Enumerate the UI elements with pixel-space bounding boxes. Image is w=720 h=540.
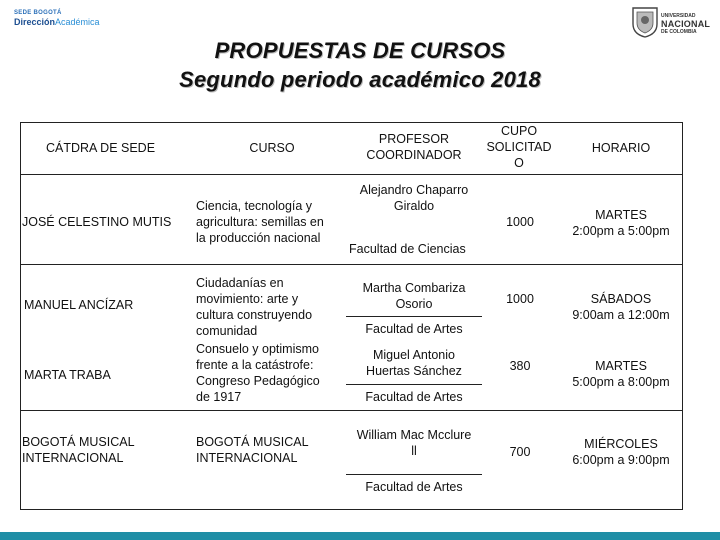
page-title: PROPUESTAS DE CURSOS bbox=[214, 38, 506, 63]
university-seal-icon bbox=[630, 4, 660, 38]
row4-horario: MIÉRCOLES 6:00pm a 9:00pm bbox=[572, 437, 670, 467]
row2-horario: SÁBADOS 9:00am a 12:00m bbox=[572, 292, 670, 322]
row4-curso: BOGOTÁ MUSICAL INTERNACIONAL bbox=[196, 435, 309, 465]
row3-curso: Consuelo y optimismo frente a la catástrofe: Congreso Pedagógico de 1917 bbox=[196, 342, 320, 404]
header-cupo: CUPO SOLICITAD O bbox=[486, 124, 552, 170]
header-horario: HORARIO bbox=[591, 141, 651, 155]
row4-profesor: William Mac Mcclure ll bbox=[356, 428, 472, 458]
row2-signature-line bbox=[346, 316, 482, 317]
header-curso: CURSO bbox=[249, 141, 295, 155]
row3-cupo: 380 bbox=[509, 359, 531, 373]
row4-cupo: 700 bbox=[509, 445, 531, 459]
header-catedra: CÁTDRA DE SEDE bbox=[46, 141, 156, 155]
brand-main-text: DirecciónAcadémica bbox=[14, 17, 100, 27]
row1-cupo: 1000 bbox=[506, 215, 534, 229]
university-name: UNIVERSIDAD NACIONAL DE COLOMBIA bbox=[661, 13, 711, 35]
row2-catedra: MANUEL ANCÍZAR bbox=[24, 298, 134, 312]
row4-catedra: BOGOTÁ MUSICAL INTERNACIONAL bbox=[22, 435, 135, 465]
row1-profesor: Alejandro Chaparro Giraldo bbox=[359, 183, 469, 213]
row2-facultad: Facultad de Artes bbox=[365, 322, 463, 336]
row-divider bbox=[20, 410, 683, 411]
row1-curso: Ciencia, tecnología y agricultura: semillas en la producción nacional bbox=[196, 199, 324, 245]
direccion-academica-logo bbox=[14, 10, 100, 27]
footer-accent-bar bbox=[0, 532, 720, 540]
universidad-nacional-logo bbox=[630, 4, 714, 42]
row3-profesor: Miguel Antonio Huertas Sánchez bbox=[366, 348, 462, 378]
row3-facultad: Facultad de Artes bbox=[365, 390, 463, 404]
row2-curso: Ciudadanías en movimiento: arte y cultura construyendo comunidad bbox=[196, 276, 313, 338]
header-divider bbox=[20, 174, 683, 175]
row4-signature-line bbox=[346, 474, 482, 475]
row3-catedra: MARTA TRABA bbox=[24, 368, 111, 382]
row-divider bbox=[20, 264, 683, 265]
row2-profesor: Martha Combariza Osorio bbox=[362, 281, 466, 311]
row1-facultad: Facultad de Ciencias bbox=[349, 242, 466, 256]
row1-catedra: JOSÉ CELESTINO MUTIS bbox=[22, 215, 172, 229]
brand-small-text: SEDE BOGOTÁ bbox=[14, 10, 62, 16]
row3-horario: MARTES 5:00pm a 8:00pm bbox=[572, 359, 670, 389]
row2-cupo: 1000 bbox=[506, 292, 534, 306]
row4-facultad: Facultad de Artes bbox=[365, 480, 463, 494]
header-profesor: PROFESOR COORDINADOR bbox=[366, 132, 462, 162]
page-subtitle: Segundo periodo académico 2018 bbox=[179, 67, 541, 92]
row1-horario: MARTES 2:00pm a 5:00pm bbox=[572, 208, 670, 238]
row3-signature-line bbox=[346, 384, 482, 385]
